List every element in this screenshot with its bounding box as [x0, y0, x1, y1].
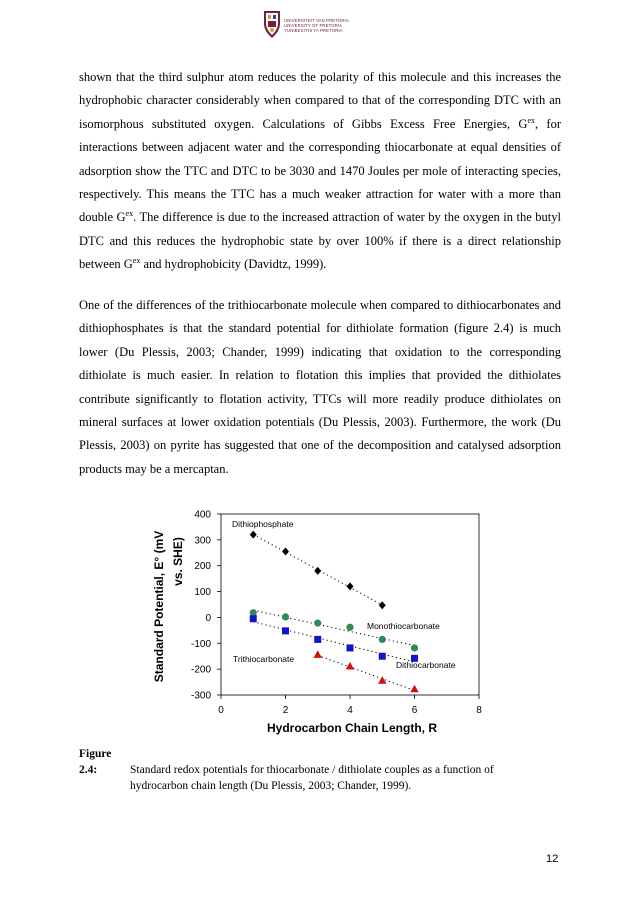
- figure-caption: [79, 746, 561, 794]
- data-point-dithiophosphate: [282, 547, 289, 555]
- caption-text-line-2: hydrocarbon chain length (Du Plessis, 2003; Chander, 1999).: [130, 780, 412, 792]
- data-point-dithiocarbonate: [347, 644, 354, 651]
- x-tick-label: 8: [476, 705, 482, 716]
- logo-line-1: UNIVERSITEIT VAN PRETORIA: [284, 18, 349, 23]
- y-tick-label: 400: [194, 509, 211, 521]
- data-point-monothiocarbonate: [282, 613, 289, 620]
- paragraph-2-text: One of the differences of the trithiocarbonate molecule when compared to dithiocarbonates and dithiophosphates is that the standard potential for dithiolate formation (figure 2.4) is much lower (Du Plessis, 2003; Chander, 1999) indicating that oxidation to the corresponding dithiolate is much easier. In relation to flotation this implies that provided the dithiolates contribute significantly to flotation activity, TTCs will more readily produce dithiolates on mineral surfaces at lower oxidation potentials (Du Plessis, 2003). Furthermore, the work (Du Plessis, 2003) on pyrite has suggested that one of the decomposition and catalysed adsorption products may be a mercaptan.: [79, 298, 561, 476]
- paragraph-1-part-1: shown that the third sulphur atom reduces the polarity of this molecule and this increases the hydrophobic character considerably when compared to that of the corresponding DTC with an isomorphous substituted oxygen. Calculations of Gibbs Excess Free Energies, G: [79, 70, 561, 131]
- data-point-dithiophosphate: [379, 601, 386, 609]
- logo-line-2: UNIVERSITY OF PRETORIA: [284, 23, 343, 29]
- y-tick-label: -300: [190, 690, 211, 702]
- superscript-ex-3: ex: [132, 256, 141, 266]
- data-point-monothiocarbonate: [379, 636, 386, 643]
- y-axis-label-line-2: vs. SHE): [171, 537, 185, 586]
- logo-line-3: YUNIBESITHI YA PRETORIA: [284, 28, 343, 34]
- page-number: 12: [546, 853, 559, 865]
- data-point-monothiocarbonate: [411, 644, 418, 651]
- university-logo: [263, 9, 375, 43]
- data-point-dithiophosphate: [347, 582, 354, 590]
- paragraph-1-part-3: . The difference is due to the increased attraction of water by the oxygen in the butyl DTC and this reduces the hydrophobic state by over 100% if there is a direct relationship between G: [79, 210, 561, 272]
- y-tick-label: -100: [190, 638, 211, 650]
- annotation-trithiocarbonate: Trithiocarbonate: [233, 654, 295, 664]
- university-crest-icon: [263, 9, 281, 39]
- superscript-ex-1: ex: [527, 115, 536, 125]
- x-tick-label: 0: [218, 705, 224, 716]
- y-tick-label: 0: [205, 612, 211, 624]
- data-point-trithiocarbonate: [346, 662, 354, 670]
- data-point-dithiophosphate: [314, 567, 321, 575]
- data-point-dithiophosphate: [250, 531, 257, 539]
- redox-potential-chart: [150, 503, 500, 743]
- data-point-monothiocarbonate: [346, 624, 353, 631]
- annotation-monothiocarbonate: Monothiocarbonate: [367, 621, 440, 631]
- paragraph-2: [79, 294, 561, 481]
- data-point-dithiocarbonate: [314, 636, 321, 643]
- paragraph-1: [79, 66, 561, 277]
- x-tick-label: 2: [282, 705, 289, 716]
- x-axis-label: Hydrocarbon Chain Length, R: [266, 721, 438, 735]
- data-point-trithiocarbonate: [314, 650, 322, 658]
- y-axis-label-line-1: Standard Potential, E° (mV: [152, 530, 166, 683]
- y-tick-label: 300: [194, 535, 211, 547]
- figure-label: Figure 2.4:: [79, 748, 112, 776]
- data-point-monothiocarbonate: [314, 620, 321, 627]
- x-tick-label: 6: [411, 705, 418, 716]
- annotation-dithiophosphate: Dithiophosphate: [232, 519, 294, 529]
- y-tick-label: 100: [194, 587, 211, 599]
- caption-text-line-1: Standard redox potentials for thiocarbonate / dithiolate couples as a function of: [130, 764, 494, 776]
- annotation-dithiocarbonate: Dithiocarbonate: [396, 660, 456, 670]
- data-point-trithiocarbonate: [410, 685, 418, 693]
- y-tick-label: -200: [190, 664, 211, 676]
- logo-text: [284, 18, 349, 34]
- x-tick-label: 4: [347, 705, 353, 716]
- data-point-dithiocarbonate: [282, 627, 289, 634]
- paragraph-1-part-4: and hydrophobicity (Davidtz, 1999).: [140, 257, 327, 272]
- data-point-dithiocarbonate: [250, 615, 257, 622]
- data-point-dithiocarbonate: [379, 653, 386, 660]
- y-tick-label: 200: [194, 561, 211, 573]
- paragraph-1-part-2: , for interactions between adjacent water and the corresponding thiocarbonate at equal densities of adsorption show the TTC and DTC to be 3030 and 1470 Joules per mole of interacting species, respectively. This means the TTC has a much weaker attraction for water with a more than double G: [79, 116, 562, 225]
- superscript-ex-2: ex: [125, 209, 134, 219]
